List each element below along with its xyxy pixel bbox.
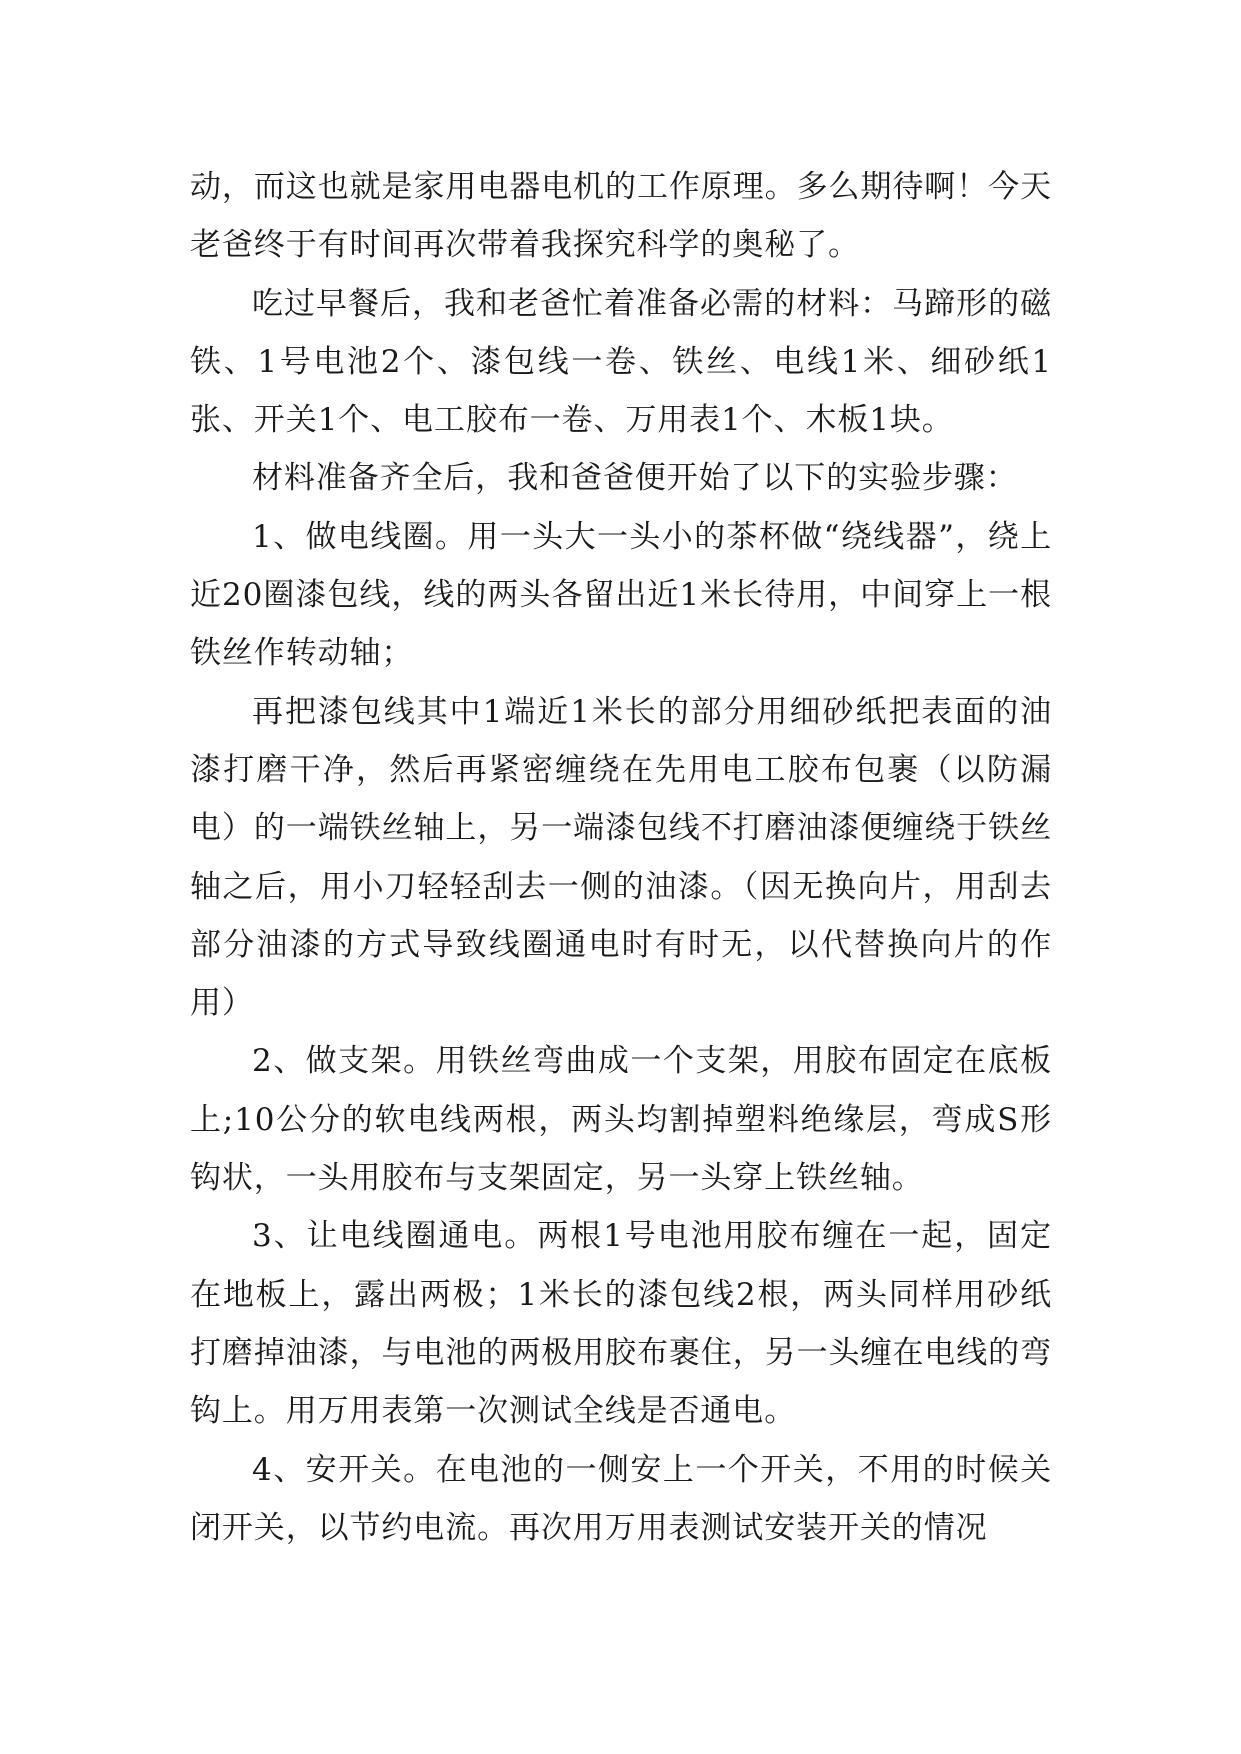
paragraph-6: 2、做支架。用铁丝弯曲成一个支架，用胶布固定在底板上;10公分的软电线两根，两头均割掉塑料绝缘层，弯成S形钩状，一头用胶布与支架固定，另一头穿上铁丝轴。 <box>190 1043 1052 1197</box>
paragraph-4: 1、做电线圈。用一头大一头小的茶杯做“绕线器”，绕上近20圈漆包线，线的两头各留出近1米长待用，中间穿上一根铁丝作转动轴； <box>190 518 1052 672</box>
paragraph-8: 4、安开关。在电池的一侧安上一个开关，不用的时候关闭开关，以节约电流。再次用万用表测试安装开关的情况 <box>190 1451 1052 1546</box>
paragraph-1: 动，而这也就是家用电器电机的工作原理。多么期待啊！今天老爸终于有时间再次带着我探究科学的奥秘了。 <box>190 169 1052 264</box>
paragraph-5: 再把漆包线其中1端近1米长的部分用细砂纸把表面的油漆打磨干净，然后再紧密缠绕在先用电工胶布包裹（以防漏电）的一端铁丝轴上，另一端漆包线不打磨油漆便缠绕于铁丝轴之后，用小刀轻轻刮去一侧的油漆。（因无换向片，用刮去部分油漆的方式导致线圈通电时有时无，以代替换向片的作用） <box>190 693 1052 1022</box>
paragraph-3: 材料准备齐全后，我和爸爸便开始了以下的实验步骤： <box>252 460 1018 497</box>
document-body <box>190 158 1052 1557</box>
paragraph-7: 3、让电线圈通电。两根1号电池用胶布缠在一起，固定在地板上，露出两极；1米长的漆包线2根，两头同样用砂纸打磨掉油漆，与电池的两极用胶布裹住，另一头缠在电线的弯钩上。用万用表第一次测试全线是否通电。 <box>190 1218 1052 1430</box>
paragraph-2: 吃过早餐后，我和老爸忙着准备必需的材料：马蹄形的磁铁、1号电池2个、漆包线一卷、铁丝、电线1米、细砂纸1张、开关1个、电工胶布一卷、万用表1个、木板1块。 <box>190 285 1052 439</box>
